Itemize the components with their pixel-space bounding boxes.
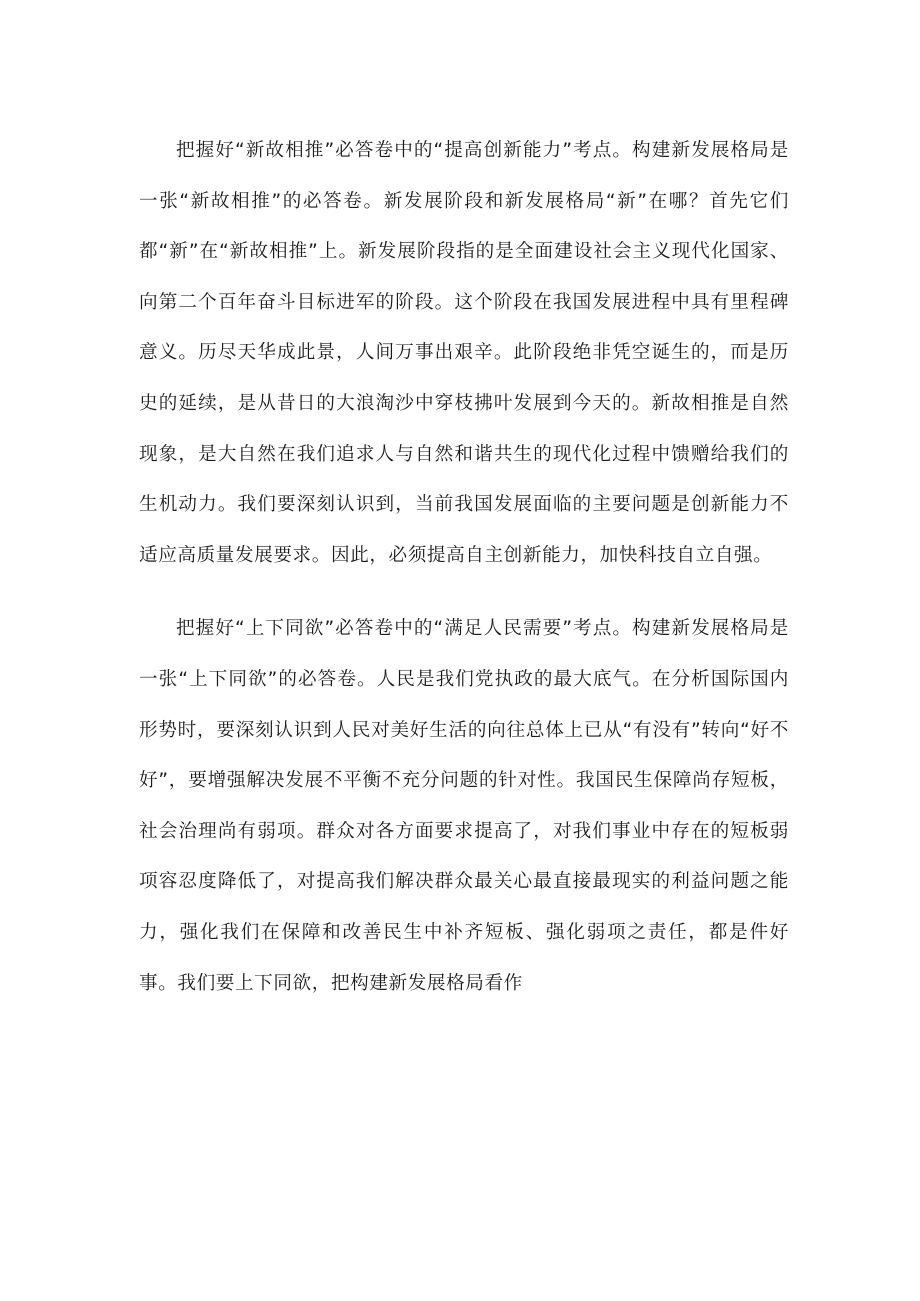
paragraph-people-needs: 把握好“上下同欲”必答卷中的“满足人民需要”考点。构建新发展格局是一张“上下同欲”的必答卷。人民是我们党执政的最大底气。在分析国际国内形势时，要深刻认识到人民对美好生活的向往总体上已从“有没有”转向“好不好”，要增强解决发展不平衡不充分问题的针对性。我国民生保障尚存短板，社会治理尚有弱项。群众对各方面要求提高了，对我们事业中存在的短板弱项容忍度降低了，对提高我们解决群众最关心最直接最现实的利益问题之能力，强化我们在保障和改善民生中补齐短板、强化弱项之责任，都是件好事。我们要上下同欲，把构建新发展格局看作 — [139, 618, 789, 994]
document-body — [139, 126, 789, 1009]
paragraph-innovation: 把握好“新故相推”必答卷中的“提高创新能力”考点。构建新发展格局是一张“新故相推”的必答卷。新发展阶段和新发展格局“新”在哪？首先它们都“新”在“新故相推”上。新发展阶段指的是全面建设社会主义现代化国家、向第二个百年奋斗目标进军的阶段。这个阶段在我国发展进程中具有里程碑意义。历尽天华成此景，人间万事出艰辛。此阶段绝非凭空诞生的，而是历史的延续，是从昔日的大浪淘沙中穿枝拂叶发展到今天的。新故相推是自然现象，是大自然在我们追求人与自然和谐共生的现代化过程中馈赠给我们的生机动力。我们要深刻认识到，当前我国发展面临的主要问题是创新能力不适应高质量发展要求。因此，必须提高自主创新能力，加快科技自立自强。 — [139, 140, 789, 566]
